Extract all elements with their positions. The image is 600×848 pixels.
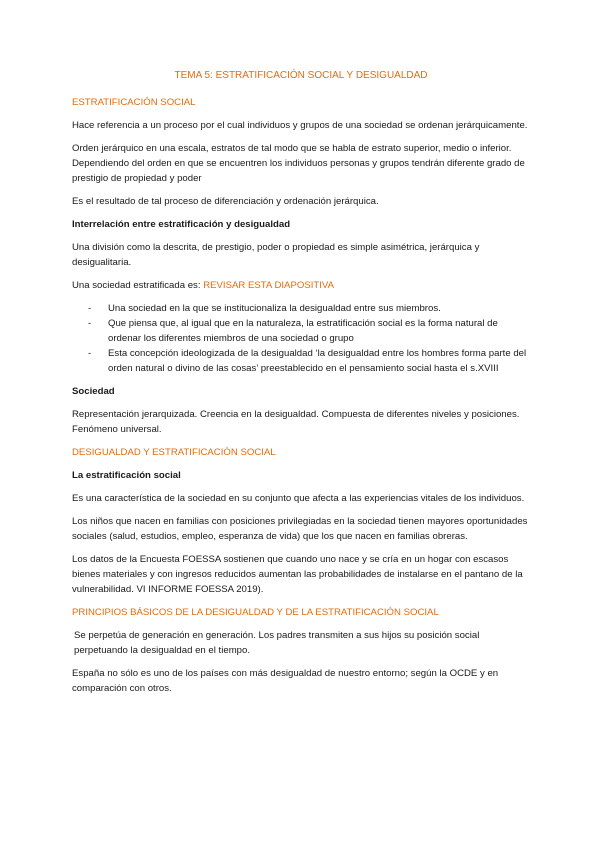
paragraph: Los niños que nacen en familias con posiciones privilegiadas en la sociedad tienen mayores oportunidades sociales (salud, estudios, empleo, esperanza de vida) que los que nacen en familias obreras.: [72, 516, 528, 542]
dash-bullet: -: [88, 318, 92, 329]
list-item-text: Esta concepción ideologizada de la desigualdad ‘la desigualdad entre los hombres forma parte del orden natural o divino de las cosas’ preestablecido en el pensamiento social hasta el s.XVIII: [108, 348, 527, 374]
list-item: [72, 346, 530, 376]
paragraph: Orden jerárquico en una escala, estratos de tal modo que se habla de estrato superior, medio o inferior. Dependiendo del orden en que se encuentren los individuos personas y grupos tendrán diferente grado de prestigio de propiedad y poder: [72, 143, 525, 184]
bullet-list: [72, 301, 530, 376]
paragraph-with-link: [72, 278, 530, 293]
subheading-estratificacion-social: La estratificación social: [72, 470, 181, 481]
paragraph: Representación jerarquizada. Creencia en la desigualdad. Compuesta de diferentes niveles y posiciones. Fenómeno universal.: [72, 409, 520, 435]
subheading-interrelacion: Interrelación entre estratificación y desigualdad: [72, 219, 291, 230]
paragraph: Es una característica de la sociedad en su conjunto que afecta a las experiencias vitales de los individuos.: [72, 493, 525, 504]
subheading-sociedad: Sociedad: [72, 386, 115, 397]
paragraph: Es el resultado de tal proceso de diferenciación y ordenación jerárquica.: [72, 196, 379, 207]
document-title: TEMA 5: ESTRATIFICACIÓN SOCIAL Y DESIGUALDAD: [174, 70, 428, 81]
list-item: [72, 316, 530, 346]
paragraph: Los datos de la Encuesta FOESSA sostienen que cuando uno nace y se cría en un hogar con escasos bienes materiales y con ingresos reducidos aumentan las probabilidades de instalarse en el pantano de la vulnerabilidad. VI INFORME FOESSA 2019).: [72, 554, 523, 595]
list-item-text: Una sociedad en la que se institucionaliza la desigualdad entre sus miembros.: [108, 303, 441, 314]
paragraph-prefix: Una sociedad estratificada es:: [72, 280, 204, 291]
section-heading-desigualdad: DESIGUALDAD Y ESTRATIFICACIÓN SOCIAL: [72, 447, 276, 458]
list-item: [72, 301, 530, 316]
dash-bullet: -: [88, 348, 92, 359]
paragraph: Una división como la descrita, de prestigio, poder o propiedad es simple asimétrica, jerárquica y desigualitaria.: [72, 242, 480, 268]
review-slide-note: REVISAR ESTA DIAPOSITIVA: [203, 280, 334, 291]
paragraph: España no sólo es uno de los países con más desigualdad de nuestro entorno; según la OCDE y en comparación con otros.: [72, 668, 499, 694]
dash-bullet: -: [88, 303, 92, 314]
list-item-text: Que piensa que, al igual que en la naturaleza, la estratificación social es la forma natural de ordenar los diferentes miembros de una sociedad o grupo: [108, 318, 498, 344]
section-heading-principios: PRINCIPIOS BÁSICOS DE LA DESIGUALDAD Y DE LA ESTRATIFICACIÓN SOCIAL: [72, 607, 439, 618]
paragraph: Hace referencia a un proceso por el cual individuos y grupos de una sociedad se ordenan jerárquicamente.: [72, 120, 528, 131]
section-heading-estratificacion: ESTRATIFICACIÓN SOCIAL: [72, 97, 196, 108]
paragraph: Se perpetúa de generación en generación. Los padres transmiten a sus hijos su posición social perpetuando la desigualdad en el tiempo.: [74, 630, 480, 656]
